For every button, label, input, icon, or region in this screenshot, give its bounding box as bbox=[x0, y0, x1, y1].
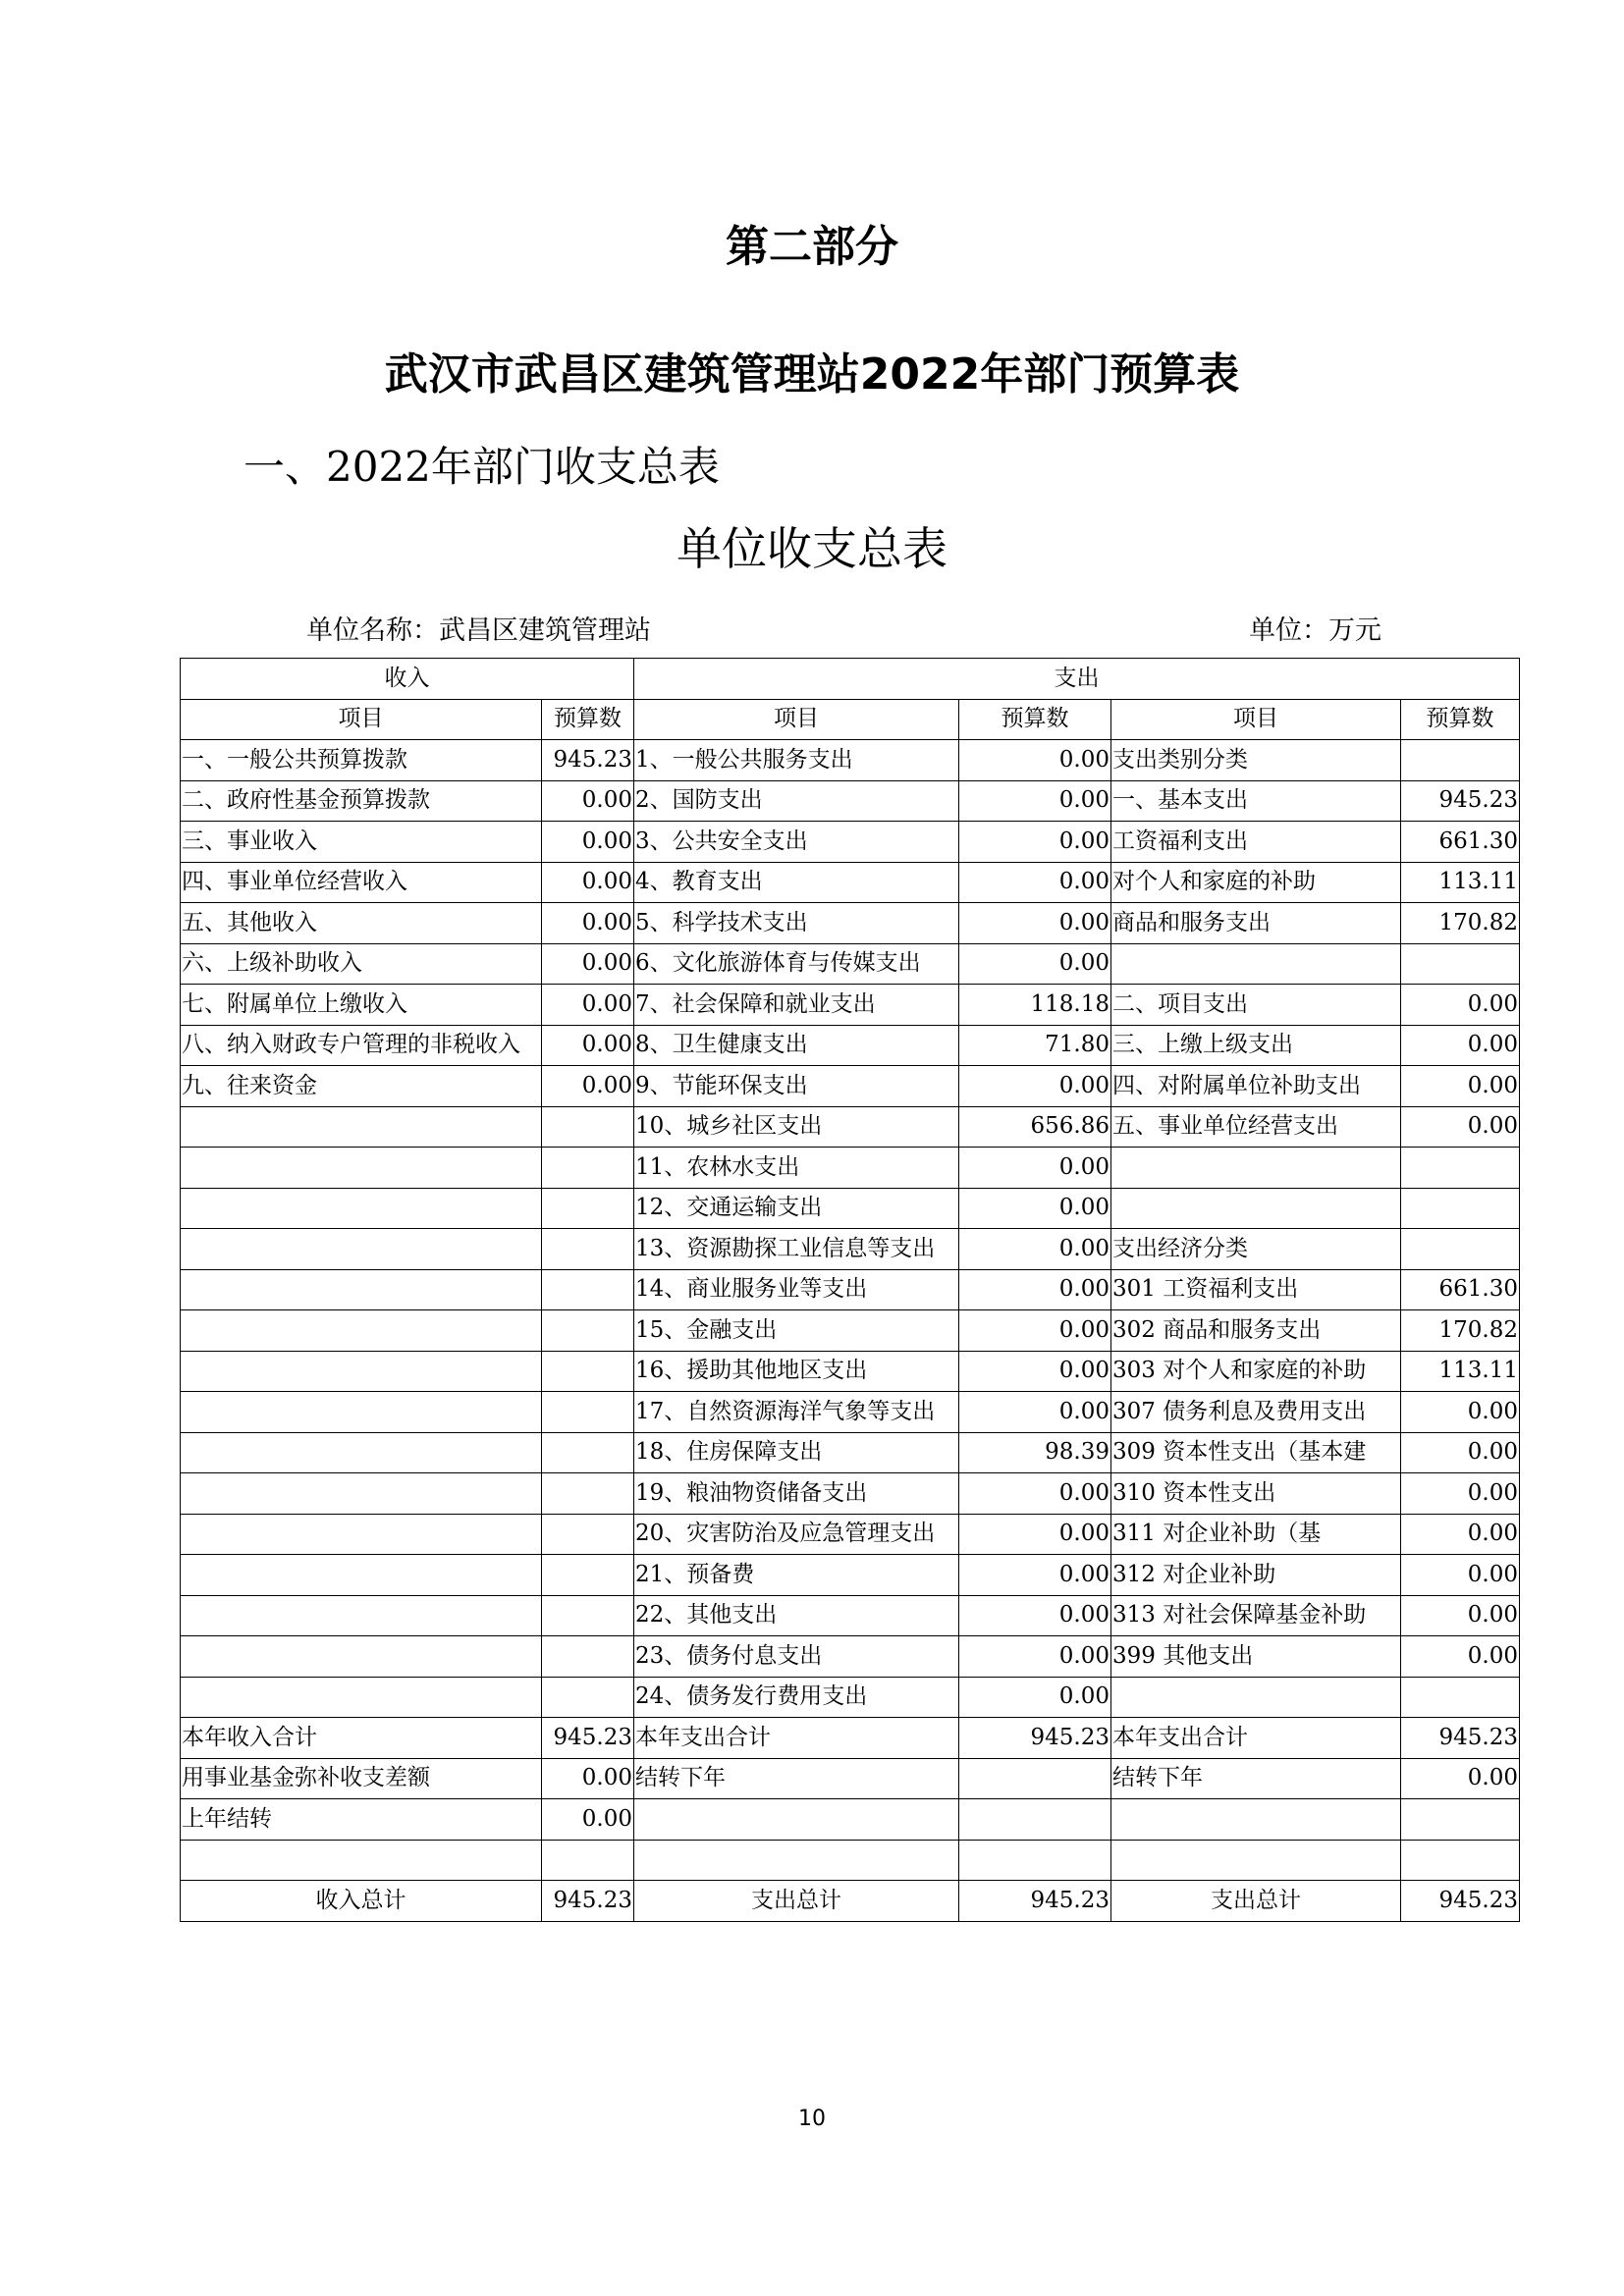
class-item-cell bbox=[1111, 1148, 1401, 1189]
class-item-cell: 二、项目支出 bbox=[1111, 985, 1401, 1026]
table-row bbox=[181, 1188, 1520, 1229]
expense-item-cell: 24、债务发行费用支出 bbox=[634, 1677, 959, 1718]
class-value-cell: 945.23 bbox=[1401, 780, 1520, 822]
income-value-cell bbox=[542, 1269, 634, 1310]
table-row bbox=[181, 1758, 1520, 1799]
expense-item-cell: 17、自然资源海洋气象等支出 bbox=[634, 1392, 959, 1433]
expense-item-cell: 1、一般公共服务支出 bbox=[634, 740, 959, 781]
table-row bbox=[181, 1799, 1520, 1841]
class-value-cell: 0.00 bbox=[1401, 985, 1520, 1026]
class-value-cell: 0.00 bbox=[1401, 1432, 1520, 1473]
expense-value-cell: 71.80 bbox=[959, 1025, 1111, 1066]
class-value-cell bbox=[1401, 740, 1520, 781]
income-item-cell bbox=[181, 1229, 542, 1270]
class-item-cell: 本年支出合计 bbox=[1111, 1718, 1401, 1759]
table-row bbox=[181, 1636, 1520, 1678]
income-value-cell bbox=[542, 1392, 634, 1433]
expense-value-cell: 0.00 bbox=[959, 903, 1111, 944]
table-row bbox=[181, 1392, 1520, 1433]
expense-item-cell: 12、交通运输支出 bbox=[634, 1188, 959, 1229]
totals-row bbox=[181, 1881, 1520, 1922]
expense-total-label: 支出总计 bbox=[634, 1881, 959, 1922]
income-value-cell bbox=[542, 1351, 634, 1392]
expense-value-cell: 0.00 bbox=[959, 822, 1111, 863]
page-number: 10 bbox=[798, 2107, 826, 2131]
class-item-cell bbox=[1111, 1188, 1401, 1229]
income-item-cell bbox=[181, 1269, 542, 1310]
class-item-cell: 商品和服务支出 bbox=[1111, 903, 1401, 944]
class-item-cell: 支出经济分类 bbox=[1111, 1229, 1401, 1270]
income-value-cell bbox=[542, 1188, 634, 1229]
expense-item-cell: 19、粮油物资储备支出 bbox=[634, 1473, 959, 1515]
income-item-header: 项目 bbox=[181, 699, 542, 740]
income-value-cell: 0.00 bbox=[542, 985, 634, 1026]
income-item-cell bbox=[181, 1514, 542, 1555]
class-value-cell: 0.00 bbox=[1401, 1106, 1520, 1148]
class-item-cell: 对个人和家庭的补助 bbox=[1111, 862, 1401, 903]
class-value-cell: 661.30 bbox=[1401, 1269, 1520, 1310]
table-row bbox=[181, 1025, 1520, 1066]
expense-value-cell bbox=[959, 1758, 1111, 1799]
table-row bbox=[181, 1229, 1520, 1270]
table-row bbox=[181, 1677, 1520, 1718]
table-row bbox=[181, 943, 1520, 985]
expense-item-cell: 结转下年 bbox=[634, 1758, 959, 1799]
expense-value-cell: 0.00 bbox=[959, 862, 1111, 903]
income-total-label: 收入总计 bbox=[181, 1881, 542, 1922]
table-row bbox=[181, 1555, 1520, 1596]
expense-total-value: 945.23 bbox=[959, 1881, 1111, 1922]
class-value-cell: 0.00 bbox=[1401, 1025, 1520, 1066]
expense-value-cell: 0.00 bbox=[959, 1148, 1111, 1189]
expense-item-cell: 7、社会保障和就业支出 bbox=[634, 985, 959, 1026]
income-value-cell: 945.23 bbox=[542, 1718, 634, 1759]
expense-value-cell: 0.00 bbox=[959, 1269, 1111, 1310]
class-item-cell: 结转下年 bbox=[1111, 1758, 1401, 1799]
class-item-cell: 313 对社会保障基金补助 bbox=[1111, 1595, 1401, 1636]
income-value-cell: 0.00 bbox=[542, 943, 634, 985]
income-item-cell: 本年收入合计 bbox=[181, 1718, 542, 1759]
class-item-cell bbox=[1111, 1840, 1401, 1881]
table-row bbox=[181, 1595, 1520, 1636]
class-value-cell: 0.00 bbox=[1401, 1595, 1520, 1636]
expense-value-cell: 0.00 bbox=[959, 1229, 1111, 1270]
budget-table bbox=[180, 658, 1520, 1922]
class-item-cell: 工资福利支出 bbox=[1111, 822, 1401, 863]
unit-label: 单位：万元 bbox=[1249, 615, 1381, 646]
income-item-cell: 七、附属单位上缴收入 bbox=[181, 985, 542, 1026]
class-value-cell: 661.30 bbox=[1401, 822, 1520, 863]
income-value-cell: 0.00 bbox=[542, 862, 634, 903]
expense-value-cell bbox=[959, 1799, 1111, 1841]
table-row bbox=[181, 1106, 1520, 1148]
income-item-cell bbox=[181, 1473, 542, 1515]
class-item-cell: 303 对个人和家庭的补助 bbox=[1111, 1351, 1401, 1392]
class-item-cell: 310 资本性支出 bbox=[1111, 1473, 1401, 1515]
class-value-cell bbox=[1401, 1677, 1520, 1718]
expense-value-cell: 0.00 bbox=[959, 1514, 1111, 1555]
class-value-cell bbox=[1401, 943, 1520, 985]
group-header-row bbox=[181, 659, 1520, 700]
class-value-cell bbox=[1401, 1188, 1520, 1229]
income-item-cell bbox=[181, 1840, 542, 1881]
income-item-cell: 一、一般公共预算拨款 bbox=[181, 740, 542, 781]
table-row bbox=[181, 780, 1520, 822]
class-value-cell bbox=[1401, 1148, 1520, 1189]
expense-value-cell: 0.00 bbox=[959, 740, 1111, 781]
income-value-cell bbox=[542, 1840, 634, 1881]
income-value-cell: 0.00 bbox=[542, 1066, 634, 1107]
expense-item-cell: 2、国防支出 bbox=[634, 780, 959, 822]
expense-value-cell: 0.00 bbox=[959, 1310, 1111, 1352]
expense-item-cell: 8、卫生健康支出 bbox=[634, 1025, 959, 1066]
income-item-cell bbox=[181, 1677, 542, 1718]
class-budget-header: 预算数 bbox=[1401, 699, 1520, 740]
income-item-cell: 八、纳入财政专户管理的非税收入 bbox=[181, 1025, 542, 1066]
class-total-value: 945.23 bbox=[1401, 1881, 1520, 1922]
income-value-cell: 0.00 bbox=[542, 822, 634, 863]
class-item-cell: 307 债务利息及费用支出 bbox=[1111, 1392, 1401, 1433]
expense-value-cell: 0.00 bbox=[959, 1392, 1111, 1433]
expense-item-cell bbox=[634, 1799, 959, 1841]
column-header-row bbox=[181, 699, 1520, 740]
income-item-cell bbox=[181, 1432, 542, 1473]
expense-budget-header: 预算数 bbox=[959, 699, 1111, 740]
expense-item-cell: 11、农林水支出 bbox=[634, 1148, 959, 1189]
income-item-cell bbox=[181, 1106, 542, 1148]
class-item-cell bbox=[1111, 943, 1401, 985]
class-value-cell: 0.00 bbox=[1401, 1392, 1520, 1433]
income-value-cell bbox=[542, 1106, 634, 1148]
table-row bbox=[181, 1718, 1520, 1759]
income-value-cell bbox=[542, 1677, 634, 1718]
class-item-header: 项目 bbox=[1111, 699, 1401, 740]
class-item-cell bbox=[1111, 1677, 1401, 1718]
income-item-cell: 二、政府性基金预算拨款 bbox=[181, 780, 542, 822]
expense-item-cell: 10、城乡社区支出 bbox=[634, 1106, 959, 1148]
income-header: 收入 bbox=[181, 659, 634, 700]
income-value-cell: 0.00 bbox=[542, 1758, 634, 1799]
expense-item-cell: 18、住房保障支出 bbox=[634, 1432, 959, 1473]
income-value-cell bbox=[542, 1595, 634, 1636]
income-item-cell: 九、往来资金 bbox=[181, 1066, 542, 1107]
expense-value-cell bbox=[959, 1840, 1111, 1881]
class-item-cell: 一、基本支出 bbox=[1111, 780, 1401, 822]
income-item-cell bbox=[181, 1351, 542, 1392]
expense-item-cell bbox=[634, 1840, 959, 1881]
expense-value-cell: 0.00 bbox=[959, 1066, 1111, 1107]
expense-item-cell: 16、援助其他地区支出 bbox=[634, 1351, 959, 1392]
unit-name-label: 单位名称：武昌区建筑管理站 bbox=[306, 615, 651, 646]
main-title: 武汉市武昌区建筑管理站2022年部门预算表 bbox=[384, 349, 1240, 400]
income-value-cell: 945.23 bbox=[542, 740, 634, 781]
expense-item-cell: 6、文化旅游体育与传媒支出 bbox=[634, 943, 959, 985]
expense-item-cell: 21、预备费 bbox=[634, 1555, 959, 1596]
expense-value-cell: 0.00 bbox=[959, 1677, 1111, 1718]
expense-item-cell: 15、金融支出 bbox=[634, 1310, 959, 1352]
class-item-cell: 399 其他支出 bbox=[1111, 1636, 1401, 1678]
income-item-cell bbox=[181, 1188, 542, 1229]
income-item-cell: 四、事业单位经营收入 bbox=[181, 862, 542, 903]
income-value-cell: 0.00 bbox=[542, 903, 634, 944]
table-row bbox=[181, 1269, 1520, 1310]
class-value-cell bbox=[1401, 1840, 1520, 1881]
table-title: 单位收支总表 bbox=[677, 522, 947, 575]
expense-value-cell: 656.86 bbox=[959, 1106, 1111, 1148]
income-item-cell: 五、其他收入 bbox=[181, 903, 542, 944]
class-value-cell: 0.00 bbox=[1401, 1473, 1520, 1515]
expense-item-cell: 14、商业服务业等支出 bbox=[634, 1269, 959, 1310]
table-row bbox=[181, 1148, 1520, 1189]
income-value-cell: 0.00 bbox=[542, 1025, 634, 1066]
income-value-cell: 0.00 bbox=[542, 1799, 634, 1841]
income-item-cell bbox=[181, 1148, 542, 1189]
table-row bbox=[181, 1432, 1520, 1473]
class-item-cell: 四、对附属单位补助支出 bbox=[1111, 1066, 1401, 1107]
class-value-cell: 945.23 bbox=[1401, 1718, 1520, 1759]
income-item-cell bbox=[181, 1310, 542, 1352]
income-item-cell: 六、上级补助收入 bbox=[181, 943, 542, 985]
class-value-cell: 170.82 bbox=[1401, 1310, 1520, 1352]
class-item-cell: 三、上缴上级支出 bbox=[1111, 1025, 1401, 1066]
class-item-cell: 311 对企业补助（基 bbox=[1111, 1514, 1401, 1555]
class-item-cell: 五、事业单位经营支出 bbox=[1111, 1106, 1401, 1148]
income-total-value: 945.23 bbox=[542, 1881, 634, 1922]
income-value-cell bbox=[542, 1310, 634, 1352]
class-value-cell: 0.00 bbox=[1401, 1636, 1520, 1678]
expense-value-cell: 0.00 bbox=[959, 780, 1111, 822]
class-total-label: 支出总计 bbox=[1111, 1881, 1401, 1922]
expense-item-cell: 9、节能环保支出 bbox=[634, 1066, 959, 1107]
expense-item-cell: 20、灾害防治及应急管理支出 bbox=[634, 1514, 959, 1555]
income-item-cell bbox=[181, 1392, 542, 1433]
class-value-cell: 113.11 bbox=[1401, 862, 1520, 903]
table-row bbox=[181, 740, 1520, 781]
expense-value-cell: 945.23 bbox=[959, 1718, 1111, 1759]
class-value-cell bbox=[1401, 1229, 1520, 1270]
income-value-cell bbox=[542, 1636, 634, 1678]
table-row bbox=[181, 1840, 1520, 1881]
class-item-cell: 301 工资福利支出 bbox=[1111, 1269, 1401, 1310]
expense-item-cell: 22、其他支出 bbox=[634, 1595, 959, 1636]
table-row bbox=[181, 1310, 1520, 1352]
expense-item-cell: 5、科学技术支出 bbox=[634, 903, 959, 944]
income-item-cell bbox=[181, 1595, 542, 1636]
table-row bbox=[181, 1066, 1520, 1107]
income-value-cell bbox=[542, 1514, 634, 1555]
expense-value-cell: 0.00 bbox=[959, 1473, 1111, 1515]
table-row bbox=[181, 903, 1520, 944]
class-item-cell: 302 商品和服务支出 bbox=[1111, 1310, 1401, 1352]
class-item-cell: 312 对企业补助 bbox=[1111, 1555, 1401, 1596]
income-value-cell bbox=[542, 1432, 634, 1473]
class-item-cell: 309 资本性支出（基本建 bbox=[1111, 1432, 1401, 1473]
table-row bbox=[181, 985, 1520, 1026]
class-value-cell: 0.00 bbox=[1401, 1066, 1520, 1107]
expense-value-cell: 0.00 bbox=[959, 1555, 1111, 1596]
income-value-cell: 0.00 bbox=[542, 780, 634, 822]
class-value-cell: 0.00 bbox=[1401, 1758, 1520, 1799]
expense-value-cell: 0.00 bbox=[959, 943, 1111, 985]
income-item-cell: 上年结转 bbox=[181, 1799, 542, 1841]
section-title: 一、2022年部门收支总表 bbox=[244, 443, 720, 491]
income-value-cell bbox=[542, 1229, 634, 1270]
part-title: 第二部分 bbox=[726, 222, 898, 272]
table-row bbox=[181, 1514, 1520, 1555]
expense-value-cell: 0.00 bbox=[959, 1188, 1111, 1229]
table-row bbox=[181, 1351, 1520, 1392]
income-value-cell bbox=[542, 1555, 634, 1596]
expense-item-cell: 23、债务付息支出 bbox=[634, 1636, 959, 1678]
expense-item-header: 项目 bbox=[634, 699, 959, 740]
expense-value-cell: 98.39 bbox=[959, 1432, 1111, 1473]
income-budget-header: 预算数 bbox=[542, 699, 634, 740]
table-row bbox=[181, 1473, 1520, 1515]
expense-item-cell: 4、教育支出 bbox=[634, 862, 959, 903]
expense-value-cell: 0.00 bbox=[959, 1595, 1111, 1636]
class-item-cell: 支出类别分类 bbox=[1111, 740, 1401, 781]
expense-item-cell: 3、公共安全支出 bbox=[634, 822, 959, 863]
expense-value-cell: 0.00 bbox=[959, 1636, 1111, 1678]
income-item-cell bbox=[181, 1636, 542, 1678]
income-value-cell bbox=[542, 1473, 634, 1515]
income-item-cell bbox=[181, 1555, 542, 1596]
expense-value-cell: 118.18 bbox=[959, 985, 1111, 1026]
class-value-cell: 113.11 bbox=[1401, 1351, 1520, 1392]
expense-item-cell: 本年支出合计 bbox=[634, 1718, 959, 1759]
class-value-cell: 0.00 bbox=[1401, 1555, 1520, 1596]
class-value-cell bbox=[1401, 1799, 1520, 1841]
table-row bbox=[181, 822, 1520, 863]
income-item-cell: 三、事业收入 bbox=[181, 822, 542, 863]
class-item-cell bbox=[1111, 1799, 1401, 1841]
class-value-cell: 170.82 bbox=[1401, 903, 1520, 944]
table-row bbox=[181, 862, 1520, 903]
expense-item-cell: 13、资源勘探工业信息等支出 bbox=[634, 1229, 959, 1270]
income-item-cell: 用事业基金弥补收支差额 bbox=[181, 1758, 542, 1799]
class-value-cell: 0.00 bbox=[1401, 1514, 1520, 1555]
expense-header: 支出 bbox=[634, 659, 1520, 700]
expense-value-cell: 0.00 bbox=[959, 1351, 1111, 1392]
income-value-cell bbox=[542, 1148, 634, 1189]
